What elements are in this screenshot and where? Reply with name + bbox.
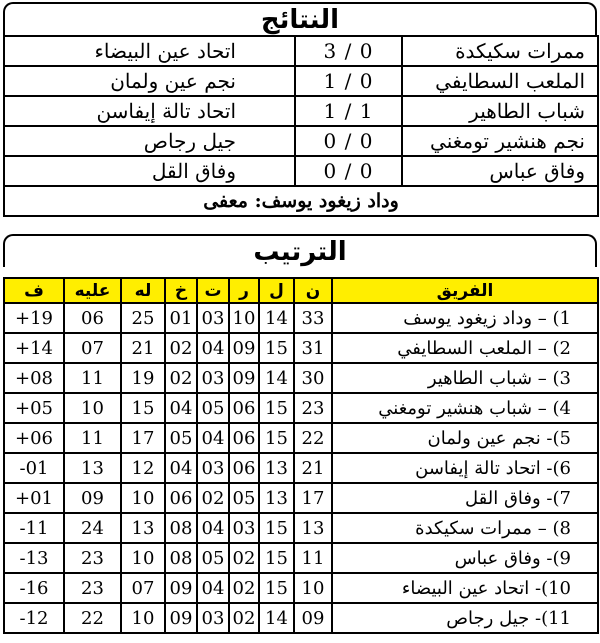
goals-for-cell: 13 (121, 513, 165, 543)
lost-cell: 02 (165, 363, 197, 393)
header-goals-against: عليه (64, 278, 121, 303)
points-cell: 21 (294, 453, 332, 483)
goals-for-cell: 10 (121, 543, 165, 573)
goal-diff-cell: +19 (4, 303, 64, 333)
lost-cell: 09 (165, 573, 197, 603)
bye-note: وداد زيغود يوسف: معفى (4, 186, 598, 216)
goal-diff-cell: +08 (4, 363, 64, 393)
header-team: الفريق (332, 278, 598, 303)
standings-table (3, 277, 599, 634)
lost-cell: 05 (165, 423, 197, 453)
goal-diff-cell: -16 (4, 573, 64, 603)
goal-diff-cell: +01 (4, 483, 64, 513)
header-won: ر (229, 278, 259, 303)
match-row (4, 156, 598, 186)
played-cell: 15 (259, 513, 294, 543)
played-cell: 13 (259, 453, 294, 483)
won-cell: 09 (229, 363, 259, 393)
won-cell: 02 (229, 573, 259, 603)
points-cell: 23 (294, 393, 332, 423)
lost-cell: 02 (165, 333, 197, 363)
header-played: ل (259, 278, 294, 303)
goal-diff-cell: -13 (4, 543, 64, 573)
table-row (4, 423, 598, 453)
match-score: 0 / 1 (295, 66, 402, 96)
drawn-cell: 03 (197, 363, 229, 393)
drawn-cell: 03 (197, 453, 229, 483)
goal-diff-cell: -11 (4, 513, 64, 543)
away-team: وفاق القل (4, 156, 295, 186)
match-score: 0 / 3 (295, 36, 402, 66)
match-score: 1 / 1 (295, 96, 402, 126)
goals-for-cell: 15 (121, 393, 165, 423)
table-row (4, 303, 598, 333)
drawn-cell: 04 (197, 333, 229, 363)
match-score: 0 / 0 (295, 156, 402, 186)
won-cell: 09 (229, 333, 259, 363)
goals-against-cell: 22 (64, 603, 121, 633)
results-title: النتائج (3, 2, 597, 35)
goals-for-cell: 12 (121, 453, 165, 483)
played-cell: 15 (259, 423, 294, 453)
lost-cell: 08 (165, 513, 197, 543)
home-team: نجم هنشير تومغني (402, 126, 598, 156)
table-row (4, 543, 598, 573)
goals-for-cell: 17 (121, 423, 165, 453)
points-cell: 10 (294, 573, 332, 603)
table-row (4, 483, 598, 513)
lost-cell: 08 (165, 543, 197, 573)
goals-against-cell: 07 (64, 333, 121, 363)
goals-against-cell: 23 (64, 543, 121, 573)
goals-against-cell: 11 (64, 423, 121, 453)
team-name: 2) – الملعب السطايفي (332, 333, 598, 363)
drawn-cell: 04 (197, 423, 229, 453)
away-team: اتحاد عين البيضاء (4, 36, 295, 66)
home-team: وفاق عباس (402, 156, 598, 186)
goals-for-cell: 07 (121, 573, 165, 603)
team-name: 7)- وفاق القل (332, 483, 598, 513)
team-name: 9)- وفاق عباس (332, 543, 598, 573)
team-name: 1) – وداد زيغود يوسف (332, 303, 598, 333)
won-cell: 02 (229, 603, 259, 633)
match-row (4, 96, 598, 126)
goal-diff-cell: -12 (4, 603, 64, 633)
away-team: نجم عين ولمان (4, 66, 295, 96)
drawn-cell: 03 (197, 303, 229, 333)
team-name: 3) – شباب الطاهير (332, 363, 598, 393)
won-cell: 06 (229, 453, 259, 483)
played-cell: 14 (259, 603, 294, 633)
results-table (3, 35, 599, 217)
goal-diff-cell: +06 (4, 423, 64, 453)
home-team: ممرات سكيكدة (402, 36, 598, 66)
drawn-cell: 04 (197, 573, 229, 603)
won-cell: 02 (229, 543, 259, 573)
won-cell: 10 (229, 303, 259, 333)
team-name: 8) – ممرات سكيكدة (332, 513, 598, 543)
played-cell: 15 (259, 393, 294, 423)
drawn-cell: 05 (197, 543, 229, 573)
won-cell: 05 (229, 483, 259, 513)
points-cell: 33 (294, 303, 332, 333)
won-cell: 03 (229, 513, 259, 543)
match-row (4, 66, 598, 96)
drawn-cell: 04 (197, 513, 229, 543)
goals-against-cell: 09 (64, 483, 121, 513)
drawn-cell: 03 (197, 603, 229, 633)
played-cell: 14 (259, 303, 294, 333)
table-row (4, 513, 598, 543)
team-name: 5)- نجم عين ولمان (332, 423, 598, 453)
away-team: جيل رجاص (4, 126, 295, 156)
team-name: 4) – شباب هنشير تومغني (332, 393, 598, 423)
points-cell: 17 (294, 483, 332, 513)
bye-row (4, 186, 598, 216)
points-cell: 31 (294, 333, 332, 363)
standings-title: الترتيب (3, 234, 597, 267)
lost-cell: 06 (165, 483, 197, 513)
won-cell: 06 (229, 423, 259, 453)
goals-against-cell: 13 (64, 453, 121, 483)
table-row (4, 393, 598, 423)
goals-for-cell: 10 (121, 483, 165, 513)
played-cell: 15 (259, 333, 294, 363)
won-cell: 06 (229, 393, 259, 423)
goals-for-cell: 19 (121, 363, 165, 393)
drawn-cell: 05 (197, 393, 229, 423)
drawn-cell: 02 (197, 483, 229, 513)
team-name: 10)- اتحاد عين البيضاء (332, 573, 598, 603)
goal-diff-cell: +05 (4, 393, 64, 423)
header-lost: خ (165, 278, 197, 303)
points-cell: 09 (294, 603, 332, 633)
goal-diff-cell: +14 (4, 333, 64, 363)
table-row (4, 333, 598, 363)
goals-against-cell: 06 (64, 303, 121, 333)
goals-for-cell: 25 (121, 303, 165, 333)
home-team: شباب الطاهير (402, 96, 598, 126)
away-team: اتحاد تالة إيفاسن (4, 96, 295, 126)
table-row (4, 603, 598, 633)
points-cell: 30 (294, 363, 332, 393)
played-cell: 15 (259, 573, 294, 603)
team-name: 6)- اتحاد تالة إيفاسن (332, 453, 598, 483)
goals-for-cell: 10 (121, 603, 165, 633)
points-cell: 11 (294, 543, 332, 573)
table-row (4, 573, 598, 603)
points-cell: 22 (294, 423, 332, 453)
points-cell: 13 (294, 513, 332, 543)
team-name: 11)- جيل رجاص (332, 603, 598, 633)
header-goals-for: له (121, 278, 165, 303)
goals-against-cell: 23 (64, 573, 121, 603)
goal-diff-cell: -01 (4, 453, 64, 483)
lost-cell: 09 (165, 603, 197, 633)
played-cell: 14 (259, 363, 294, 393)
header-drawn: ت (197, 278, 229, 303)
match-row (4, 126, 598, 156)
match-row (4, 36, 598, 66)
played-cell: 15 (259, 543, 294, 573)
header-goal-diff: ف (4, 278, 64, 303)
header-points: ن (294, 278, 332, 303)
lost-cell: 01 (165, 303, 197, 333)
goals-against-cell: 10 (64, 393, 121, 423)
match-score: 0 / 0 (295, 126, 402, 156)
lost-cell: 04 (165, 453, 197, 483)
lost-cell: 04 (165, 393, 197, 423)
played-cell: 13 (259, 483, 294, 513)
home-team: الملعب السطايفي (402, 66, 598, 96)
standings-header-row (4, 278, 598, 303)
table-row (4, 363, 598, 393)
goals-against-cell: 24 (64, 513, 121, 543)
table-row (4, 453, 598, 483)
goals-against-cell: 11 (64, 363, 121, 393)
goals-for-cell: 21 (121, 333, 165, 363)
